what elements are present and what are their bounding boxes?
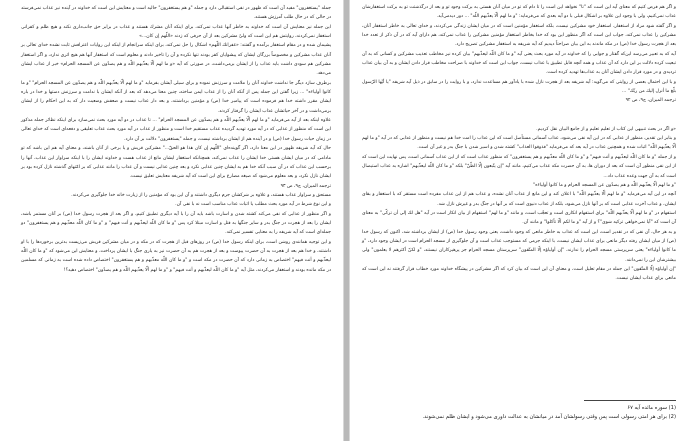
footnote: (1) سوره مائده آيه ۶۷	[627, 405, 676, 411]
paragraph: و اگر گفته شود مراد از استغفار، استغفار خود مشركين نیست، بلكه استغفار مؤمنين است كه در میان ایشان زندگی می‌كردند، و خدای تعالی به خاطر استغفار آنان، مشركين را عذاب نمی‌كند، جواب این است كه اگر منظور این بود كه خدا بخاطر استغفار مؤمنين مشركين را عذاب نمی‌كند، هم دارای آیه كه در آن ذکر از تعدد خدا بعد از هجرت رسول خدا (ص) در مكه ماندند به این بیان صراحتاً دیدیم كه آیه شریفه به استغفار مشركين تصریح دارد.	[362, 23, 676, 48]
paragraph-spacer	[362, 106, 676, 125]
paragraph: آیه كه به تعبیر می‌رسد این‌كه گفتار و جوابی را كه خداوند در آیه مورد بحث یعنی آیه "و ما كان اللّه ليعذّبهم" بیان كرده نیز مخاطب تعذیب مشركين و كسانی كه به آن تبعیت كرده دلالت بر این دارد كه آن عذاب و همه آنچه قابل تطبیق با عذاب نیست، جواب این است كه خداوند با صراحت مخاطب قرار دادن ایشان و به آن بیان عذاب تردیدی و در مورد قرار دادن ایشان آنان به عذاب‌ها تهدید كرده است.	[362, 51, 676, 76]
paragraph: اين جمله نيز معنايش آن است كه خداوند به خاطر آنها عذاب نمى‌كند، براى اينكه آنان مشرك هستند و عذاب در برابر حق جانب‌داری نكند و هيچ ظلم و كفرانى استغفار نمى‌كردند، روايتش هم اين است كه ولیّ مشركين بعد از آن حرفى كه زدند «اللّهم إن كان...»	[21, 24, 331, 40]
paragraph: آنچه در اين آيه مى‌فرمايد "و ما لهم ألّا يعذّبهم اللّه" با اعلان كند و اين مانع از عذاب آنان نشده، و عذاب هم از اين عذاب مفرده است مستقر كه با استغفار و بقاى ايشان، و عذاب آخرت عذابى است كه بر آنها نازل مى‌شود، بلكه از عذاب دنيوى است كه بر آنها در جنگ بدر و غيرش نازل شد.	[362, 192, 676, 207]
verse-quote: "و ما لهم ألّا يعذّبهم اللّه و هم يصدّون عن المسجد الحرام و ما كانوا أولياءه"	[533, 182, 676, 188]
left-page	[0, 0, 344, 441]
paragraph: و اگر منظور از عذابى كه نفى مى‌كند كشته شدن و اسارت باشد بايد آن را با آيه ديگرى تطبيق كنيم، و اگر بعد از هجرت رسول خدا (ص) بر آنان مستمر باشد، ايشان را بعد از هجرت در جنگ بدر و ساير جنگها به قتل و اسارت مبتلا كرد پس "و ما كان اللّه ليعذّبهم و أنت فيهم" و "و ما كان اللّه معذّبهم و هم يستغفرون" دو جمله‌اى است كه آيه شريفه را به معنايى تفسير نمى‌كند.	[21, 211, 331, 236]
footnote: (2) براى هر امتى رسولى است پس وقتى رسولشان آمد در ميانشان به عدالت داورى مى‌شود و ايشان ظلم نمى‌شوند.	[422, 414, 676, 420]
right-page	[349, 0, 695, 441]
footnote-divider	[584, 400, 676, 401]
paragraph: استفهام در "و ما لهم ألّا يعذّبهم اللّه" براى استفهام انكارى است و تعجّب است، و مانند "و ما لهم" استفهام از بيان انكار است در آيه "هل لك إلى أن تزكّى" به معناى آن است كه "آيا نمى‌خواهى تزكيه شوى"؟ و از آيه "و ما لكم ألّا تأكلوا" و مانند آن.	[362, 210, 676, 226]
paragraph: و از جمله "و ما كان اللّه ليعذّبهم و أنت فيهم" و "و ما كان اللّه معذّبهم و هم يستغفرون" كه منظور عذاب است كه از اين عذاب آسمانى است، پس نهايت اين است كه از اين نفى منظور آن است كه بعد از دوران ها، به آن حضرت مكه عذاب مى‌كنيم، مانند آيه "إن يتّبعون إلّا الظّنّ" بلكه "و ما كان اللّه ليعذّبهم" اشاره به عذاب استيصال است كه به آن جهت وعده عذاب داد...	[362, 154, 676, 179]
paragraph: علاوه اينكه بعد از آيه مى‌فرمايد "و ما لهم ألّا يعذّبهم اللّه و هم يصدّون عن المسجد الحرام" ... تا عذاب در دو آيه مورد بحث نمى‌سازد براى اينكه نظائر جمله مذكور اين است كه منظور از عذابى كه در آيه مورد تهديد گرديده عذاب مستقيم خدا است و منظور از عذاب در آيه مورد بحث عذاب تعليقى و دفعه‌اى است كه خداى تعالى در زمان حيات رسول خدا (ص) و در آينده هم از ايشان برداشته نيست، و جمله "يستغفرون" دلالت بر آن دارد.	[21, 118, 331, 142]
left-page-text-column	[21, 4, 331, 275]
paragraph: جمله "يستغفرون" مفيد آن است كه ظهور در نفى استقبالى دارد و جمله "و هم يستغفرون" حاليه است و معنايش اين است كه خداوند در آينده نيز عذاب نمى‌فرستد در حالى كه در حال طلب آمرزش هستند.	[21, 6, 331, 21]
paragraph: برطرف سازد ديگر جا نداشت خداوند آنان را ملامت و سرزنش نموده و براى سيلى آيشان بفرمايد "و ما لهم ألّا يعذّبهم اللّه و هم يصدّون عن المسجد الحرام" "و ما كانوا أولياءه" ... زيرا گفتن اين جمله پس از آنكه آنان را از عذاب ايمن ساخته، چنين معنا مى‌دهد كه بعد از آنكه ايشان با ندامت و سرزنش دستها و خدا در باره ايشان مقرر داشته خدا هم فرموده است كه پيامبر خدا (ص) و مؤمنين برداشتند، و بعد دار عذاب نيست و ضعفش وضعيت دار كه به اين احكام را از ايشان برمى‌داشت و در آخر حياتشان عذاب ايشان را گرفتار كردند.	[21, 80, 331, 114]
paragraph: و بنابر اين تقدير، منظور از عذابى كه در اين آيه نفى مى‌شود، عذاب آسمانى مستأصل است كه اين عذاب را امت خدا هم نيست و منظور از عذابى كه در آيه "و ما لهم ألّا يعذّبهم اللّه" اثبات شده و همچنين عذاب در آيه بعد كه مى‌فرمايد "فذوقوا العذاب" كشته شدن و اسير شدن با جنگ بدر و غير آن است.	[362, 136, 676, 151]
right-page-text-column	[362, 3, 676, 284]
paragraph: مستحق و سزاوار عذاب هستند، و علاوه بر شركشان جرم ديگرى داشتند و آن اين بود كه مؤمنين را از زيارت خانه خدا جلوگيرى مى‌كردند.	[71, 192, 331, 198]
paragraph: و اين نوع شرط در آيه مورد بحث مطلب يا اثبات عذاب مناسب است نه با نفى آن.	[175, 202, 331, 208]
paragraph: و اگر هم فرض كنيم كه معناى آيه اين است كه "تا" نخواهد اين است را تا دام كه تو در ميان آنان هستى به بركت وجود تو و بعد از درگذشتت تو به بركت استغفارشان عذاب نمى‌كنيم، ولی با وجود این علاوه بر اشكال قبلی با دو آیه بعدی كه می‌فرماید: "و ما لهم ألّا يعذّبهم اللّه" ... دور دیدمی‌آید.	[362, 5, 676, 20]
paragraph: و با این احتمال بعضی از روایتی كه می‌گوید: آیه شریفه بعد از هجرت نازل شده با یادآور هم مساعدت ندارد، و با روایت را در سابق در ذیل آیه شریفه "یا أیّها الرّسول بلّغ ما أنزل إلیك من ربّك" ...	[362, 79, 676, 95]
paragraph: پشيمان شده و در مقام استغفار برآمده و گفتند: «غفرانك اللّهم» اشكال را حل نمى‌كند، براى اينكه سرانجام از اينكه اين روايات اعترافش ثابت نشده خداى تعالى بر آنان عذاب مشركين و مخصوصاً بزرگان ايشان كه پيشوايان كفر بودند تنها نكرده و آن را تاخير دادند و معلوم است كه استغفار آنها هم هيچ اثرى ندارد، و اگر استغفار مشركين هم سودى داشت بايد عذاب را از ايشان برمى‌داشت، در صورتى كه آيه «و ما لهم ألّا يعذّبهم اللّه و هم يصدّون عن المسجد الحرام» خبر از عذاب ايشان مى‌دهد.	[21, 43, 331, 77]
paragraph: «و اگر در بحث تنبيهى اين كتاب از تعليم تعليم و از جامع البيان نقل كرديم.	[536, 126, 676, 132]
source-citation: ترجمه الميزان، ج۹، ص ۹۳	[280, 183, 331, 189]
paragraph: "إن أولياؤه إلّا المتّقون" اين جمله در مقام تعليل است، و معناى آن اين است كه بيان كرد كه اگر مشركين در پيشگاه خداوند مورد خطاب قرار گرفتند نه اين است كه مانعى براى عذاب ايشان نيست.	[362, 266, 676, 282]
paragraph: حال كه آيه شريفه ظهور در اين معنا دارد، اگر گوينده‌اى "اللّهم إن كان هذا هو الحقّ..." مشركين قريش و يا برخى از آنان باشند، و معناى آيه هم اين باشد كه تو مادامى كه در ميان ايشان هستى خدا ايشان را عذاب نمى‌كند، همچنانكه استغفار ايشان مانع از عذاب هست و خداوند ايشان را با اينكه سزاوار اين عذاب، آنها را برحسب اين عذاب كه در آن سبب آنكه خدا هم به ايشان چنين عذابى نكرد و بعد چنين عذابى نيست و آن عذاب را مانند عذابى كه بر امّتهاى گذشته نازل كرده بود بر ايشان نازل نكرد، و بعد معلوم مى‌شود كه صيغه مضارع براى اين است كه آيه شريفه معنايش تعليق نيست.	[21, 146, 331, 180]
footnotes	[368, 404, 676, 422]
source-citation: ترجمه الميزان، ج۹، ص ۹۲	[625, 98, 676, 104]
paragraph: و به هر حال، آن نفى كه در تقدير است، اين است كه عذاب به خاطر مانعى كه وجود داشت، يعنى وجود رسول خدا (ص) از ايشان برداشته شد، اكنون كه رسول خدا (ص) از ميان ايشان رفته ديگر مانعى براى عذاب ايشان نيست، با اينكه جرمى كه مستوجب عذاب است و آن جلوگيرى از مسجد الحرام است در ايشان وجود دارد، "و ما كانوا أولياءه" يعنى سرپرستى مسجد الحرام را ندارند، "إن أولياؤه إلّا المتّقون" سرپرستان مسجد الحرام جز پرهيزكاران نيستند، "و لكنّ أكثرهم لا يعلمون" ولى بيشترشان اين را نمى‌دانند.	[362, 229, 676, 263]
paragraph: و اين توجيه همانندى روشن است، براى اينكه رسول خدا (ص) در روزهاى قبل از هجرت كه در مكه و در ميان مشركين قريش مى‌زيست بدترين برخوردها را با او داشتند، و خدا هم بعد از هجرت به آن حضرت پيوست و بعد از هجرت هم به آن حضرت نيز به يارى جنگ با ايشان پرداخت، و معنايش اين مى‌شود كه "و ما كان اللّه ليعذّبهم و أنت فيهم" اختصاص به زمانى دارد كه آن حضرت در مكه است و "و ما كان اللّه معذّبهم و هم يستغفرون" اختصاص داده شده است به زمانى كه مسلمين در مكه مانده بودند و استغفار مى‌كردند، مثل آيه "و ما كان اللّه ليعذّبهم و أنت فيهم" و "و ما لهم ألّا يعذّبهم اللّه و هم يصدّون" اختصاص دهيد؟!	[21, 239, 331, 273]
